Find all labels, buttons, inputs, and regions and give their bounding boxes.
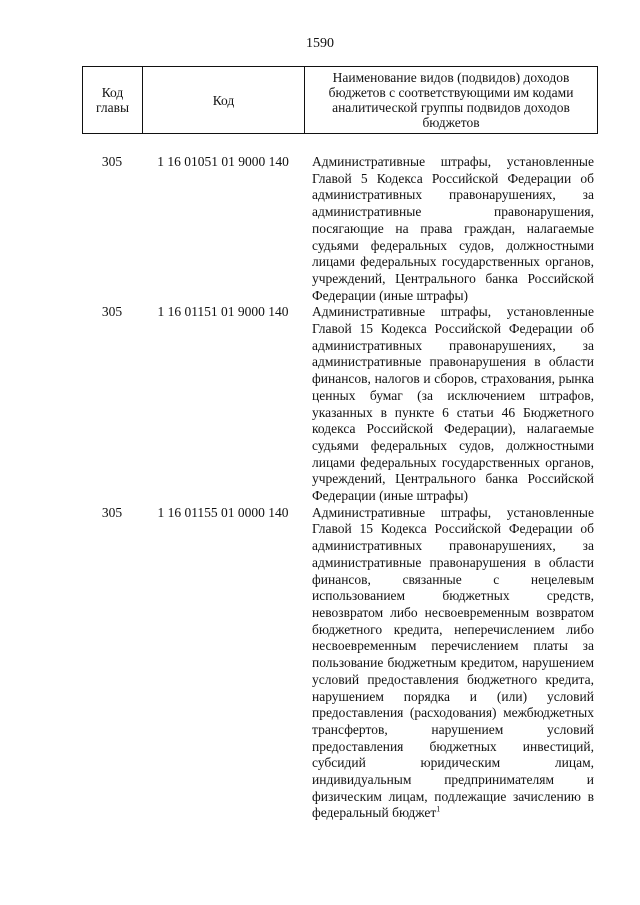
description-text: Административные штрафы, установленные Главой 15 Кодекса Российской Федерации об административных правонарушениях, за административные правонарушения в области финансов, налогов и сборов, страхования, рынка ценных бумаг (за исключением штрафов, указанных в пункте 6 статьи 46 Бюджетного кодекса Российской Федерации), налагаемые судьями федеральных судов, должностными лицами федеральных государственных органов, учреждений, Центрального банка Российской Федерации (иные штрафы) bbox=[312, 304, 594, 504]
table-header bbox=[82, 66, 598, 134]
description-text: Административные штрафы, установленные Главой 15 Кодекса Российской Федерации об административных правонарушениях, за административные правонарушения в области финансов, связанные с нецелевым использованием бюджетных средств, невозвратом либо несвоевременным возвратом бюджетного кредита, неперечислением либо несвоевременным перечислением платы за пользование бюджетным кредитом, нарушением условий предоставления бюджетного кредита, нарушением порядка и (или) условий предоставления (расходования) межбюджетных трансфертов, нарушением условий предоставления бюджетных инвестиций, субсидий юридическим лицам, индивидуальным предпринимателям и физическим лицам, подлежащие зачислению в федеральный бюджет bbox=[312, 504, 594, 821]
header-name: Наименование видов (подвидов) доходов бюджетов с соответствующими им кодами аналитической группы подвидов доходов бюджетов bbox=[305, 67, 598, 134]
description-cell bbox=[312, 505, 594, 822]
description-text: Административные штрафы, установленные Главой 5 Кодекса Российской Федерации об административных правонарушениях, за административные правонарушения, посягающие на права граждан, налагаемые судьями федеральных судов, должностными лицами федеральных государственных органов, учреждений, Центрального банка Российской Федерации (иные штрафы) bbox=[312, 154, 594, 303]
page-number: 1590 bbox=[306, 36, 334, 51]
income-code-cell: 1 16 01151 01 9000 140 bbox=[157, 304, 289, 320]
footnote-marker: 1 bbox=[436, 804, 441, 814]
description-cell bbox=[312, 304, 594, 504]
chapter-code-cell: 305 bbox=[101, 504, 123, 520]
header-chapter-code: Код главы bbox=[83, 67, 143, 134]
chapter-code-cell: 305 bbox=[101, 154, 123, 169]
header-code: Код bbox=[143, 67, 305, 134]
table-row bbox=[82, 304, 598, 504]
income-code-cell: 1 16 01051 01 9000 140 bbox=[157, 154, 289, 169]
chapter-code-cell: 305 bbox=[101, 304, 123, 320]
description-cell bbox=[312, 154, 594, 304]
income-code-cell: 1 16 01155 01 0000 140 bbox=[157, 504, 289, 520]
table-row bbox=[82, 505, 598, 822]
table-body bbox=[82, 154, 598, 822]
table-row bbox=[82, 154, 598, 304]
